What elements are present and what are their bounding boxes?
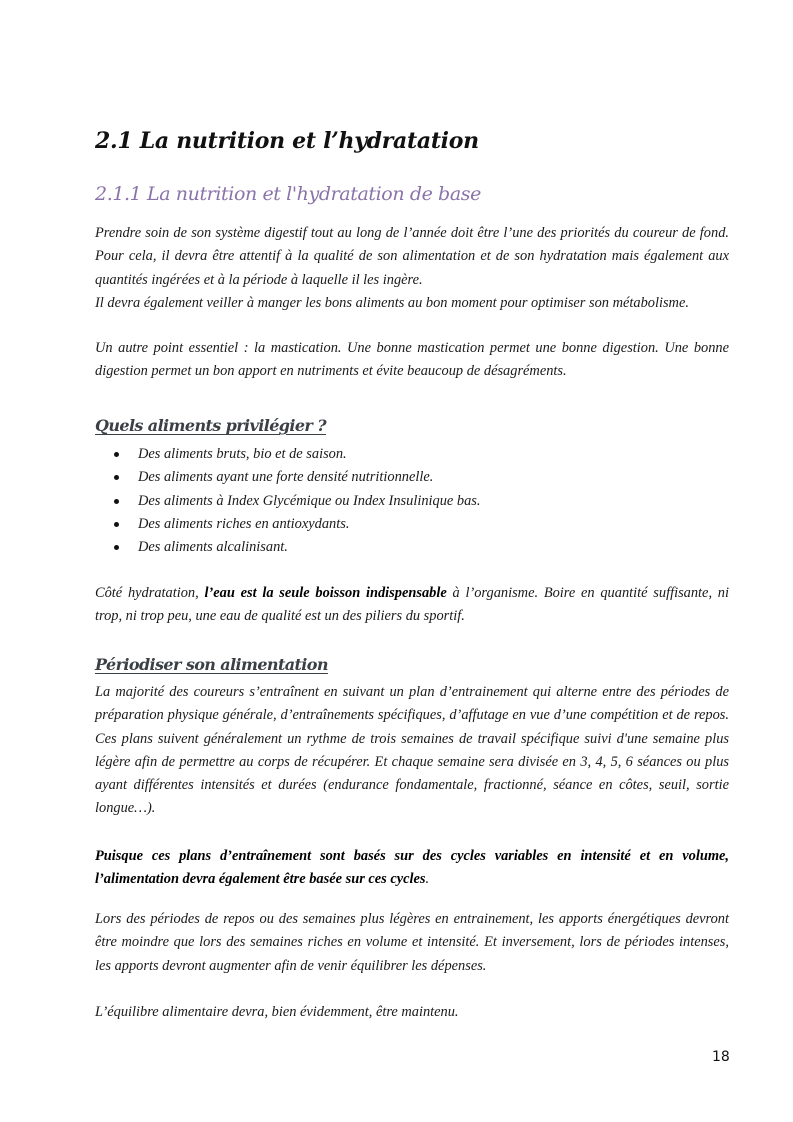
text-line: préparation physique générale, d’entraînements spécifiques, d’affutage en vue d’une compétition et de repos. (95, 707, 729, 724)
bullet-icon (114, 475, 119, 480)
bullet-icon (114, 452, 119, 457)
conclusion-paragraph (95, 1001, 729, 1024)
text-line: Pour cela, il devra être attentif à la qualité de son alimentation et de son hydratation mais également aux (95, 248, 729, 265)
text-line: L’équilibre alimentaire devra, bien évidemment, être maintenu. (95, 1004, 459, 1020)
text-line: Ces plans suivent généralement un rythme de trois semaines de travail spécifique suivi d'une semaine plus (95, 730, 729, 747)
text-line: La majorité des coureurs s’entraînent en suivant un plan d’entrainement qui alterne entre des périodes de (95, 684, 729, 700)
heading-level-2: 2.1.1 La nutrition et l'hydratation de base (95, 183, 481, 205)
text-line: Prendre soin de son système digestif tout au long de l’année doit être l’une des priorités du coureur de fond. (95, 225, 729, 241)
text-line: Il devra également veiller à manger les bons aliments au bon moment pour optimiser son métabolisme. (95, 294, 689, 311)
bullet-icon (114, 522, 119, 527)
section-heading-aliments: Quels aliments privilégier ? (95, 416, 326, 435)
list-item: Des aliments bruts, bio et de saison. (95, 443, 481, 466)
text-line: être moindre que lors des semaines riches en volume et intensité. Et inversement, lors de périodes intenses, (95, 934, 729, 951)
intro-paragraph (95, 222, 729, 315)
text-line: Un autre point essentiel : la mastication. Une bonne mastication permet une bonne digestion. Une bonne (95, 340, 729, 356)
aliments-list (95, 443, 481, 559)
text-line: ayant différentes intensités et durées (endurance fondamentale, fractionné, séance en côtes, seuil, sortie (95, 777, 729, 794)
bullet-icon (114, 545, 119, 550)
page-number: 18 (712, 1049, 730, 1065)
repos-paragraph (95, 908, 729, 978)
text-line: quantités ingérées et à la période à laquelle il les ingère. (95, 271, 423, 288)
list-item: Des aliments alcalinisant. (95, 536, 481, 559)
text-line: digestion permet un bon apport en nutriments et évite beaucoup de désagréments. (95, 363, 567, 380)
section-heading-periodiser: Périodiser son alimentation (95, 655, 328, 674)
text-line: Lors des périodes de repos ou des semaines plus légères en entrainement, les apports énergétiques devront (95, 911, 729, 927)
text-line: l’alimentation devra également être basée sur ces cycles. (95, 871, 430, 888)
text-line: Puisque ces plans d’entraînement sont basés sur des cycles variables en intensité et en volume, (95, 848, 729, 864)
text-line: Côté hydratation, l’eau est la seule boisson indispensable à l’organisme. Boire en quantité suffisante, ni (95, 585, 729, 601)
text-line: légère afin de permettre au corps de récupérer. Et chaque semaine sera divisée en 3, 4, 5, 6 séances ou plus (95, 753, 729, 770)
heading-level-1: 2.1 La nutrition et l’hydratation (95, 128, 479, 154)
emphasis-text: l’eau est la seule boisson indispensable (204, 585, 447, 601)
list-item: Des aliments riches en antioxydants. (95, 513, 481, 536)
emphasis-paragraph (95, 845, 729, 892)
text-line: les apports devront augmenter afin de venir équilibrer les dépenses. (95, 957, 487, 974)
bullet-icon (114, 499, 119, 504)
hydratation-paragraph (95, 582, 729, 629)
list-item: Des aliments ayant une forte densité nutritionnelle. (95, 466, 481, 489)
text-line: trop, ni trop peu, une eau de qualité est un des piliers du sportif. (95, 608, 465, 625)
list-item: Des aliments à Index Glycémique ou Index Insulinique bas. (95, 490, 481, 513)
periodiser-paragraph (95, 681, 729, 821)
mastication-paragraph (95, 337, 729, 384)
text-line: longue…). (95, 800, 156, 817)
